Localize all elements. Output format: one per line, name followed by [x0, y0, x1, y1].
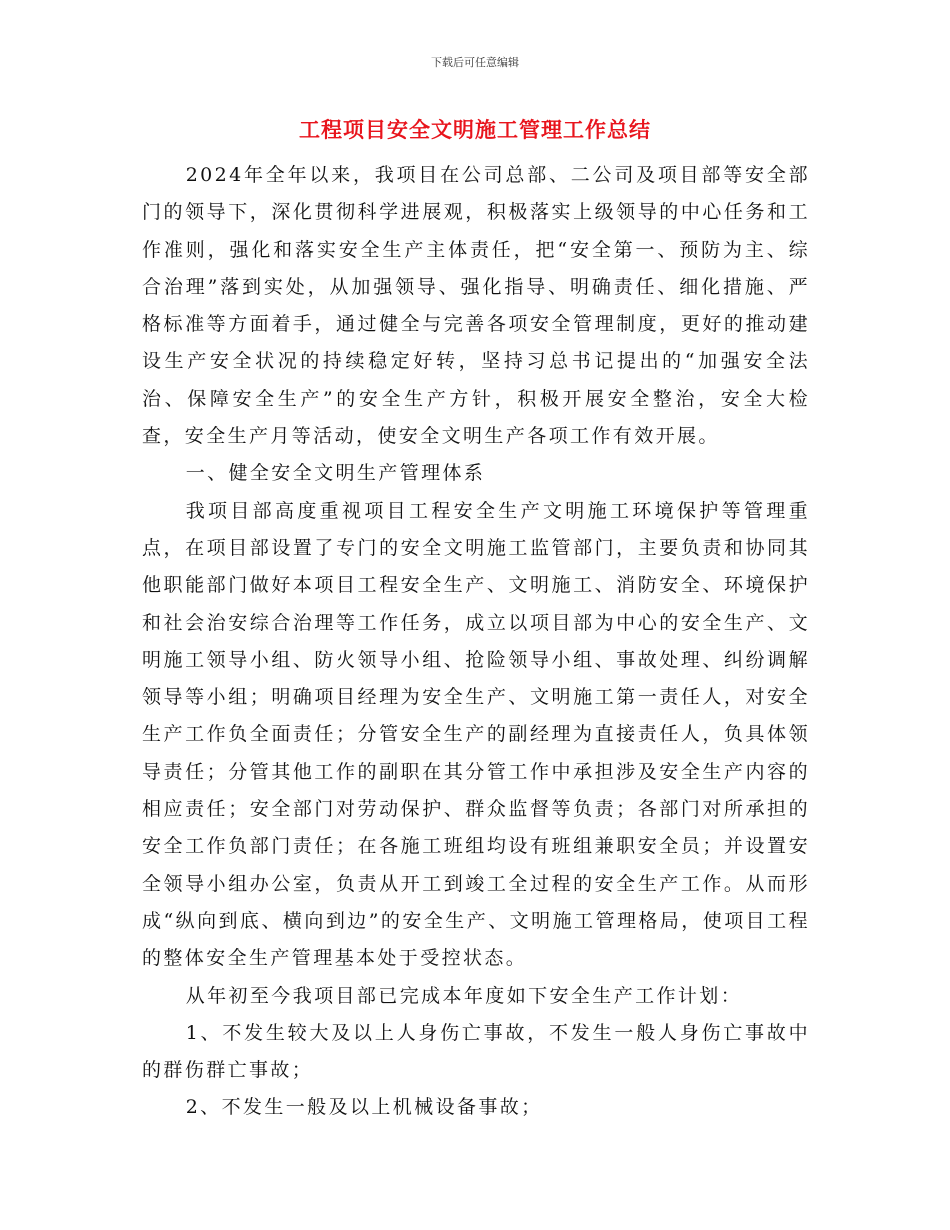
plan-item-1: 1、不发生较大及以上人身伤亡事故，不发生一般人身伤亡事故中的群伤群亡事故； [142, 1021, 810, 1082]
intro-paragraph: 2024年全年以来，我项目在公司总部、二公司及项目部等安全部门的领导下，深化贯彻科学进展观，积极落实上级领导的中心任务和工作准则，强化和落实安全生产主体责任，把“安全第一、预防为主、综合治理”落到实处，从加强领导、强化指导、明确责任、细化措施、严格标准等方面着手，通过健全与完善各项安全管理制度，更好的推动建设生产安全状况的持续稳定好转，坚持习总书记提出的“加强安全法治、保障安全生产”的安全生产方针，积极开展安全整治，安全大检查，安全生产月等活动，使安全文明生产各项工作有效开展。 [142, 164, 810, 448]
section-heading: 一、健全安全文明生产管理体系 [185, 462, 486, 485]
download-note: 下载后可任意编辑 [431, 56, 519, 69]
plan-intro-paragraph: 从年初至今我项目部已完成本年度如下安全生产工作计划： [185, 984, 743, 1007]
plan-item-2: 2、不发生一般及以上机械设备事故； [185, 1096, 543, 1119]
body-paragraph: 我项目部高度重视项目工程安全生产文明施工环境保护等管理重点，在项目部设置了专门的安全文明施工监管部门，主要负责和协同其他职能部门做好本项目工程安全生产、文明施工、消防安全、环境保护和社会治安综合治理等工作任务，成立以项目部为中心的安全生产、文明施工领导小组、防火领导小组、抢险领导小组、事故处理、纠纷调解领导等小组；明确项目经理为安全生产、文明施工第一责任人，对安全生产工作负全面责任；分管安全生产的副经理为直接责任人，负具体领导责任；分管其他工作的副职在其分管工作中承担涉及安全生产内容的相应责任；安全部门对劳动保护、群众监督等负责；各部门对所承担的安全工作负部门责任；在各施工班组均设有班组兼职安全员；并设置安全领导小组办公室，负责从开工到竣工全过程的安全生产工作。从而形成“纵向到底、横向到边”的安全生产、文明施工管理格局，使项目工程的整体安全生产管理基本处于受控状态。 [142, 499, 810, 970]
document-body [142, 157, 810, 1127]
document-title: 工程项目安全文明施工管理工作总结 [299, 118, 651, 142]
